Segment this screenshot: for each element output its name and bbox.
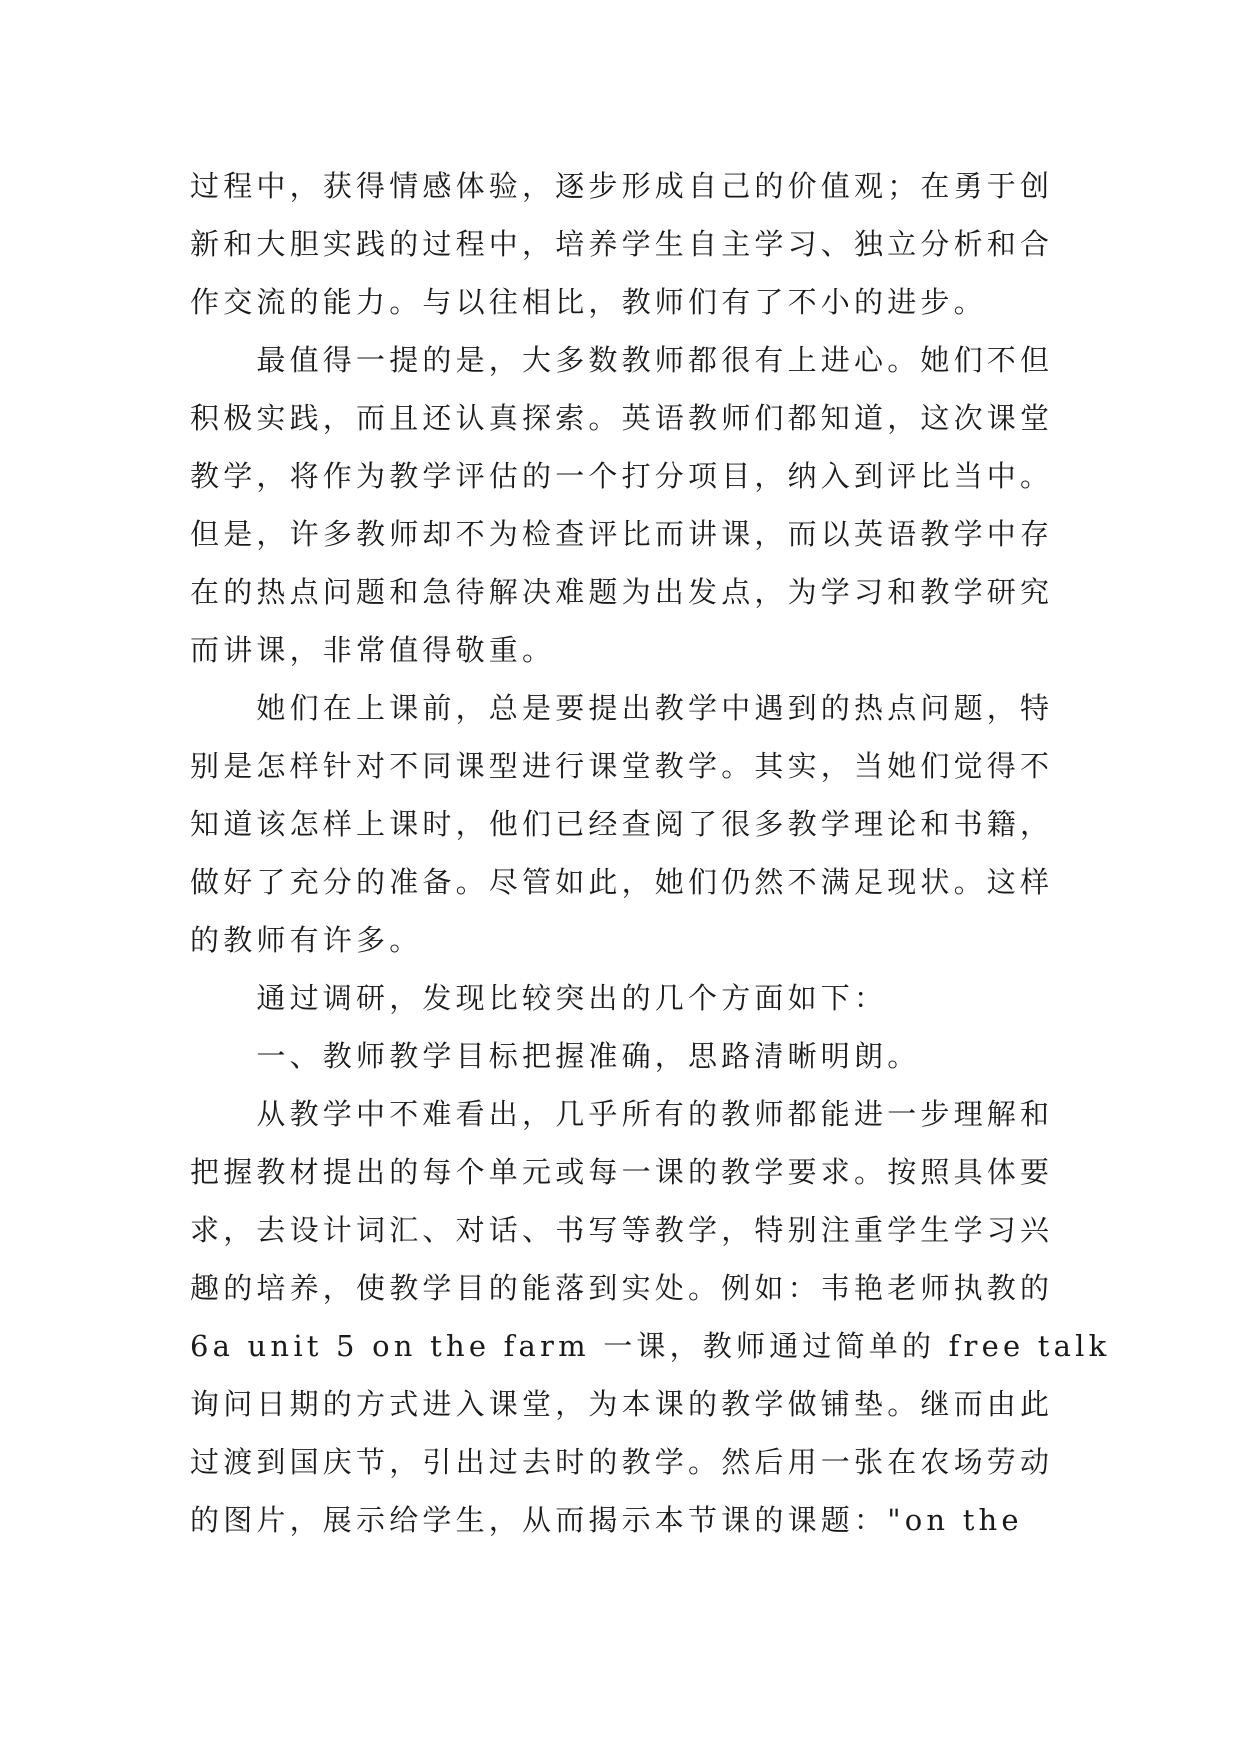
text-line: 求，去设计词汇、对话、书写等教学，特别注重学生学习兴 [190,1213,1054,1247]
text-line: 趣的培养，使教学目的能落到实处。例如：韦艳老师执教的 [190,1271,1054,1305]
text-line: 她们在上课前，总是要提出教学中遇到的热点问题，特 [190,691,1054,725]
text-line: 6a unit 5 on the farm 一课，教师通过简单的 free talk [190,1329,1111,1363]
text-line: 过程中，获得情感体验，逐步形成自己的价值观；在勇于创 [190,169,1054,203]
text-line: 的图片，展示给学生，从而揭示本节课的课题："on the [190,1503,1023,1537]
text-line: 把握教材提出的每个单元或每一课的教学要求。按照具体要 [190,1155,1054,1189]
text-line: 知道该怎样上课时，他们已经查阅了很多教学理论和书籍， [190,807,1054,841]
text-line: 新和大胆实践的过程中，培养学生自主学习、独立分析和合 [190,227,1054,261]
text-line: 从教学中不难看出，几乎所有的教师都能进一步理解和 [190,1097,1054,1131]
text-line: 作交流的能力。与以往相比，教师们有了不小的进步。 [190,285,987,319]
text-line: 但是，许多教师却不为检查评比而讲课，而以英语教学中存 [190,517,1054,551]
text-line: 教学，将作为教学评估的一个打分项目，纳入到评比当中。 [190,459,1054,493]
text-line: 一、教师教学目标把握准确，思路清晰明朗。 [190,1039,921,1073]
text-line: 的教师有许多。 [190,923,423,957]
text-line: 积极实践，而且还认真探索。英语教师们都知道，这次课堂 [190,401,1054,435]
body-text [190,157,1111,1549]
text-line: 别是怎样针对不同课型进行课堂教学。其实，当她们觉得不 [190,749,1054,783]
text-line: 做好了充分的准备。尽管如此，她们仍然不满足现状。这样 [190,865,1054,899]
text-line: 询问日期的方式进入课堂，为本课的教学做铺垫。继而由此 [190,1387,1054,1421]
text-line: 通过调研，发现比较突出的几个方面如下： [190,981,888,1015]
text-line: 过渡到国庆节，引出过去时的教学。然后用一张在农场劳动 [190,1445,1054,1479]
text-line: 在的热点问题和急待解决难题为出发点，为学习和教学研究 [190,575,1054,609]
text-line: 而讲课，非常值得敬重。 [190,633,556,667]
text-line: 最值得一提的是，大多数教师都很有上进心。她们不但 [190,343,1054,377]
